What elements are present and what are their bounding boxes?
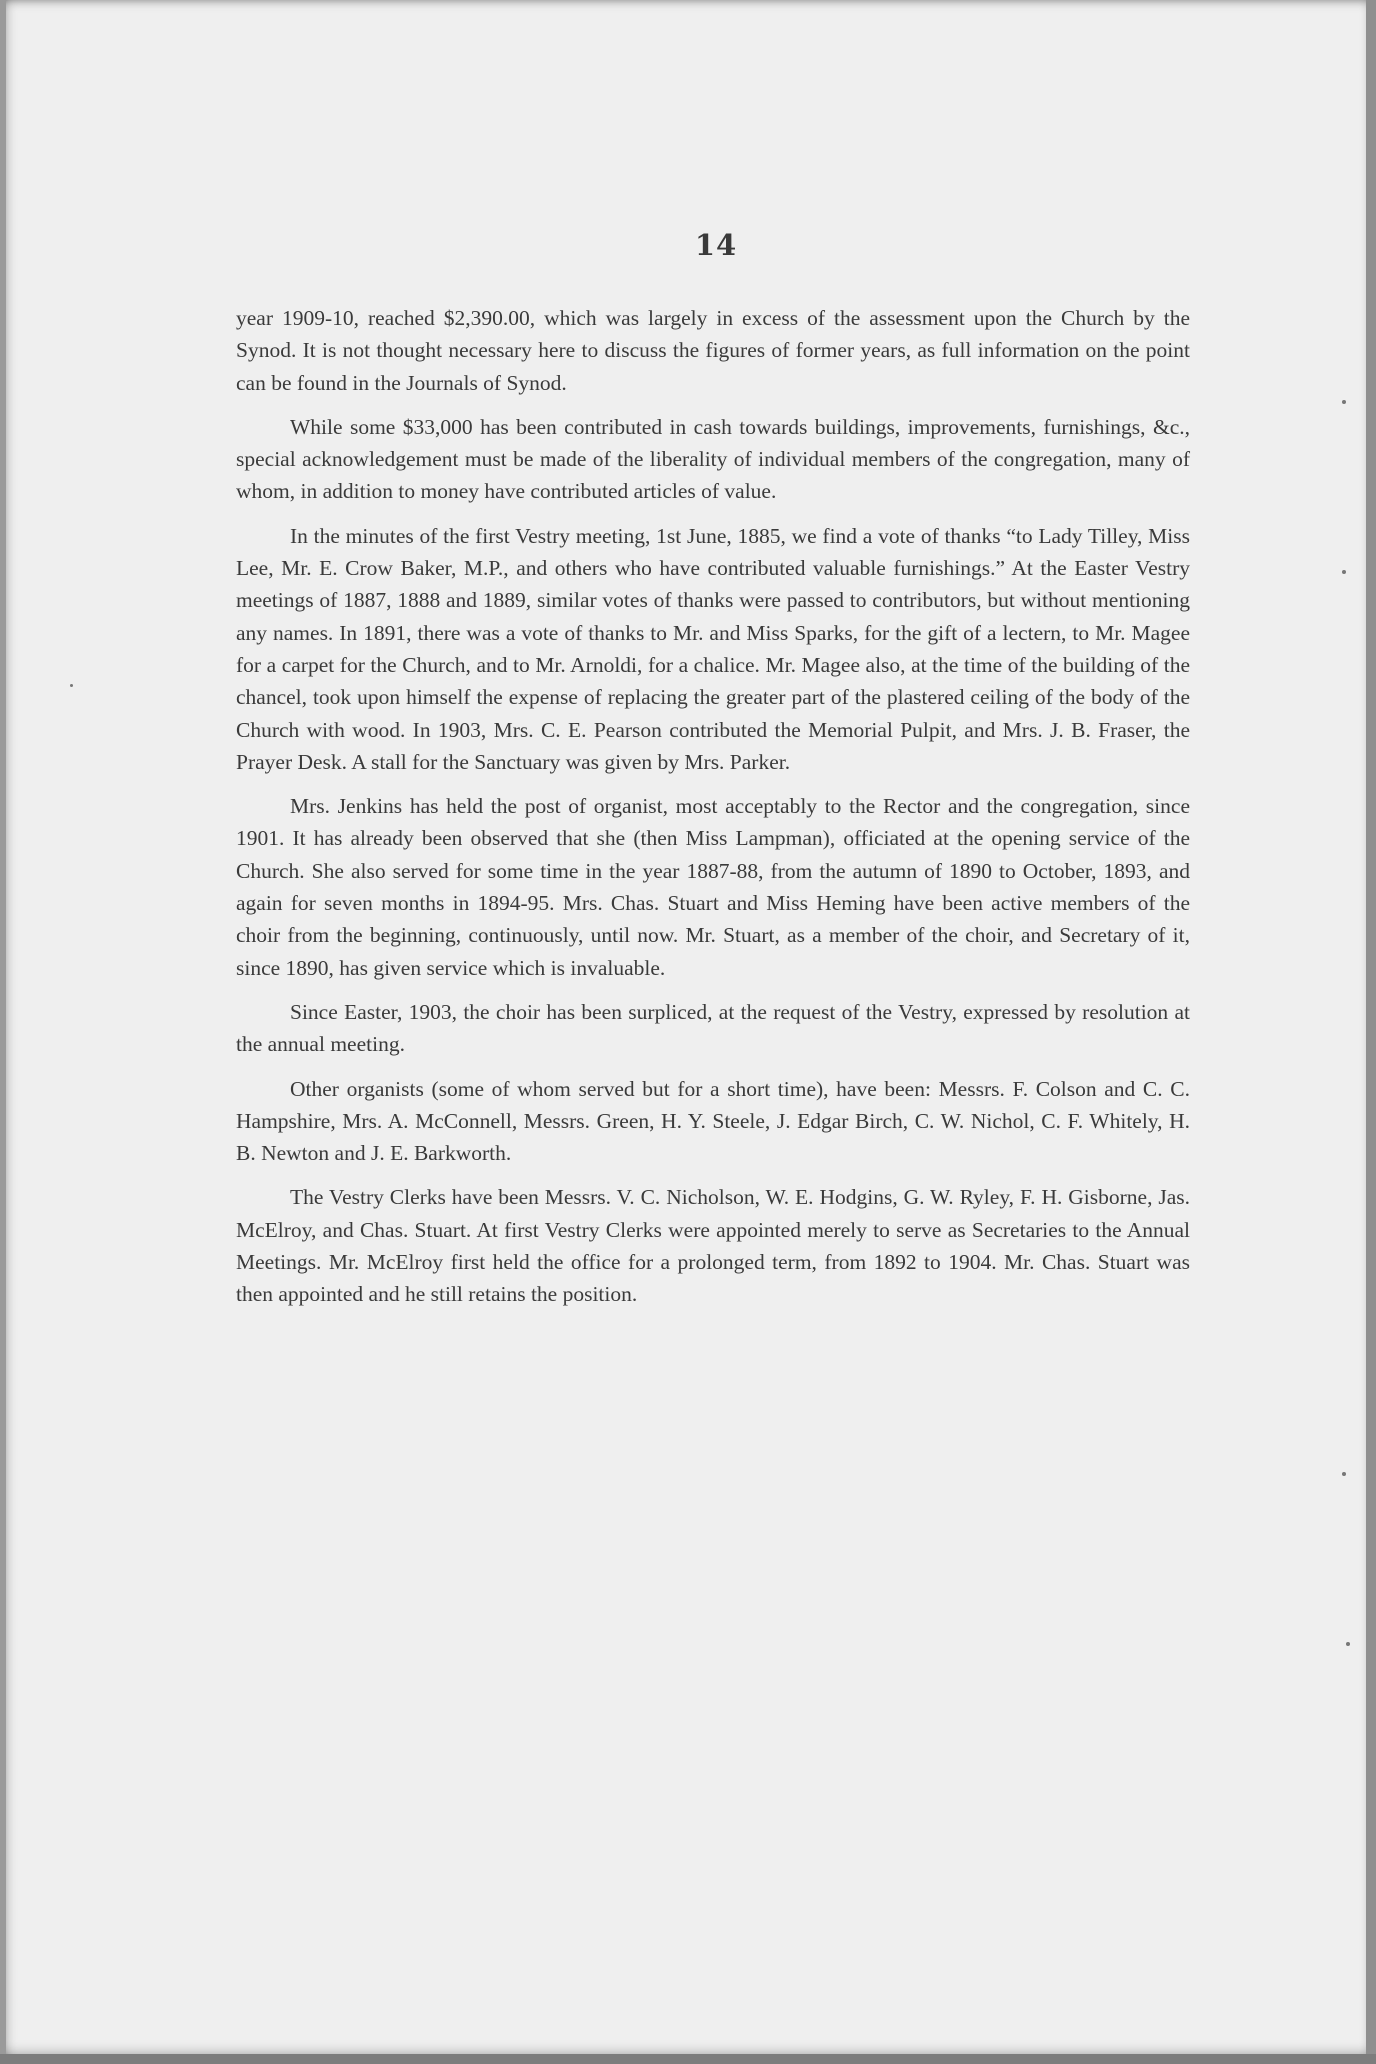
paragraph-4: Mrs. Jenkins has held the post of organist, most acceptably to the Rector and the congregation, since 1901. It has already been observed that she (then Miss Lampman), officiated at the opening service of the Church. She also served for some time in the year 1887-88, from the autumn of 1890 to October, 1893, and again for seven months in 1894-95. Mrs. Chas. Stuart and Miss Heming have been active members of the choir from the beginning, continuously, until now. Mr. Stuart, as a member of the choir, and Secretary of it, since 1890, has given service which is invaluable.: [236, 794, 1190, 980]
paragraph-2: While some $33,000 has been contributed in cash towards buildings, improvements, furnishings, &c., special acknowledgement must be made of the liberality of individual members of the congregation, many of whom, in addition to money have contributed articles of value.: [236, 414, 1190, 504]
paragraph-6: Other organists (some of whom served but for a short time), have been: Messrs. F. Colson and C. C. Hampshire, Mrs. A. McConnell, Messrs. Green, H. Y. Steele, J. Edgar Birch, C. W. Nichol, C. F. Whitely, H. B. Newton and J. E. Barkworth.: [236, 1076, 1190, 1166]
scan-speck: [1346, 1642, 1350, 1646]
paragraph-7: The Vestry Clerks have been Messrs. V. C. Nicholson, W. E. Hodgins, G. W. Ryley, F. H. Gisborne, Jas. McElroy, and Chas. Stuart. At first Vestry Clerks were appointed merely to serve as Secretaries to the Annual Meetings. Mr. McElroy first held the office for a prolonged term, from 1892 to 1904. Mr. Chas. Stuart was then appointed and he still retains the position.: [236, 1185, 1190, 1307]
page-bottom-edge: [0, 2054, 1376, 2064]
paragraph-1: year 1909-10, reached $2,390.00, which was largely in excess of the assessment upon the Church by the Synod. It is not thought necessary here to discuss the figures of former years, as full information on the point can be found in the Journals of Synod.: [236, 306, 1190, 395]
scan-speck: [1342, 1472, 1346, 1476]
paragraph-5: Since Easter, 1903, the choir has been surpliced, at the request of the Vestry, expressed by resolution at the annual meeting.: [236, 999, 1190, 1057]
body-text: [236, 302, 1190, 1323]
page-left-edge: [0, 0, 6, 2064]
scan-speck: [1342, 570, 1346, 574]
page-number: 14: [694, 228, 738, 262]
scan-speck: [70, 684, 73, 687]
scan-speck: [1342, 400, 1346, 404]
page-right-edge: [1366, 0, 1376, 2064]
paragraph-3: In the minutes of the first Vestry meeting, 1st June, 1885, we find a vote of thanks “to Lady Tilley, Miss Lee, Mr. E. Crow Baker, M.P., and others who have contributed valuable furnishings.” At the Easter Vestry meetings of 1887, 1888 and 1889, similar votes of thanks were passed to contributors, but without mentioning any names. In 1891, there was a vote of thanks to Mr. and Miss Sparks, for the gift of a lectern, to Mr. Magee for a carpet for the Church, and to Mr. Arnoldi, for a chalice. Mr. Magee also, at the time of the building of the chancel, took upon himself the expense of replacing the greater part of the plastered ceiling of the body of the Church with wood. In 1903, Mrs. C. E. Pearson contributed the Memorial Pulpit, and Mrs. J. B. Fraser, the Prayer Desk. A stall for the Sanctuary was given by Mrs. Parker.: [236, 523, 1190, 774]
